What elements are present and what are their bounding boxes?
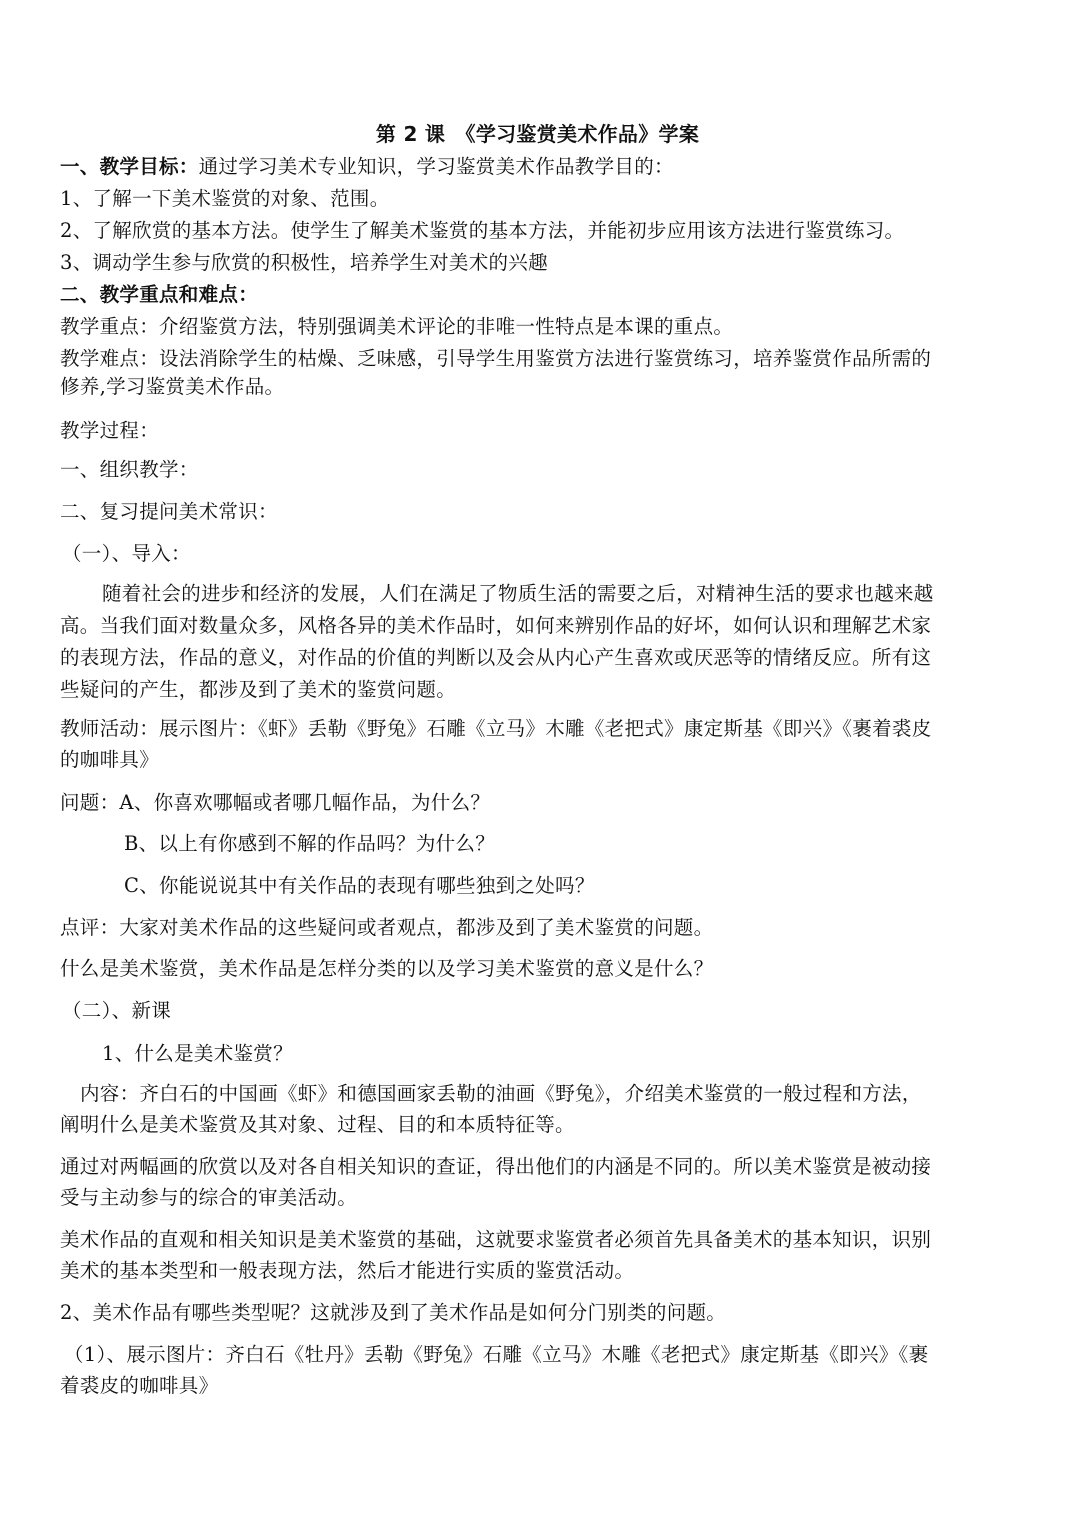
paragraph-line: 受与主动参与的综合的审美活动。	[60, 1186, 358, 1209]
question-item: B、以上有你感到不解的作品吗？为什么？	[124, 832, 496, 855]
section-heading: 一、教学目标：	[60, 155, 199, 178]
goal-item: 3、调动学生参与欣赏的积极性，培养学生对美术的兴趣	[60, 251, 548, 274]
difficulty-line: 教学难点：设法消除学生的枯燥、乏味感，引导学生用鉴赏方法进行鉴赏练习，培养鉴赏作品所需的	[60, 347, 932, 370]
paragraph-line: 内容：齐白石的中国画《虾》和德国画家丢勒的油画《野兔》，介绍美术鉴赏的一般过程和方法，	[80, 1082, 922, 1105]
question-line: 什么是美术鉴赏，美术作品是怎样分类的以及学习美术鉴赏的意义是什么？	[60, 957, 714, 980]
paragraph-line: （1）、展示图片：齐白石《牡丹》丢勒《野兔》石雕《立马》木雕《老把式》康定斯基《即兴》《裹	[64, 1343, 929, 1366]
subsection-heading: （二）、新课	[62, 999, 172, 1022]
step-heading: 一、组织教学：	[60, 458, 199, 481]
goal-item: 2、了解欣赏的基本方法。使学生了解美术鉴赏的基本方法，并能初步应用该方法进行鉴赏练习。	[60, 219, 905, 242]
paragraph-line: 着裘皮的咖啡具》	[60, 1374, 219, 1397]
section-objectives	[60, 153, 674, 181]
paragraph-line: 随着社会的进步和经济的发展，人们在满足了物质生活的需要之后，对精神生活的要求也越来越	[102, 582, 934, 605]
difficulty-line: 修养,学习鉴赏美术作品。	[60, 375, 285, 398]
section-heading: 二、教学重点和难点：	[60, 283, 259, 306]
section-text: 通过学习美术专业知识，学习鉴赏美术作品教学目的：	[198, 155, 674, 178]
paragraph-line: 阐明什么是美术鉴赏及其对象、过程、目的和本质特征等。	[60, 1113, 575, 1136]
step-heading: 二、复习提问美术常识：	[60, 500, 278, 523]
key-point: 教学重点：介绍鉴赏方法，特别强调美术评论的非唯一性特点是本课的重点。	[60, 315, 734, 338]
paragraph-line: 的表现方法，作品的意义，对作品的价值的判断以及会从内心产生喜欢或厌恶等的情绪反应。所有这	[60, 646, 932, 669]
paragraph-line: 些疑问的产生，都涉及到了美术的鉴赏问题。	[60, 678, 457, 701]
topic-heading: 2、美术作品有哪些类型呢？这就涉及到了美术作品是如何分门别类的问题。	[60, 1301, 727, 1324]
goal-item: 1、了解一下美术鉴赏的对象、范围。	[60, 187, 390, 210]
question-item: C、你能说说其中有关作品的表现有哪些独到之处吗？	[124, 874, 595, 897]
paragraph-line: 高。当我们面对数量众多，风格各异的美术作品时，如何来辨别作品的好坏，如何认识和理解艺术家	[60, 614, 932, 637]
topic-heading: 1、什么是美术鉴赏？	[102, 1042, 293, 1065]
question-item: 问题：A、你喜欢哪幅或者哪几幅作品，为什么？	[60, 791, 491, 814]
paragraph-line: 的咖啡具》	[60, 748, 160, 771]
process-heading: 教学过程：	[60, 419, 160, 442]
page-title: 第 2 课 《学习鉴赏美术作品》学案	[375, 122, 700, 146]
paragraph-line: 美术的基本类型和一般表现方法，然后才能进行实质的鉴赏活动。	[60, 1259, 635, 1282]
subsection-heading: （一）、导入：	[62, 542, 191, 565]
paragraph-line: 美术作品的直观和相关知识是美术鉴赏的基础，这就要求鉴赏者必须首先具备美术的基本知识，识别	[60, 1228, 932, 1251]
comment-line: 点评：大家对美术作品的这些疑问或者观点，都涉及到了美术鉴赏的问题。	[60, 916, 714, 939]
paragraph-line: 通过对两幅画的欣赏以及对各自相关知识的查证，得出他们的内涵是不同的。所以美术鉴赏是被动接	[60, 1155, 932, 1178]
paragraph-line: 教师活动：展示图片：《虾》丢勒《野兔》石雕《立马》木雕《老把式》康定斯基《即兴》《裹着裘皮	[60, 717, 932, 740]
